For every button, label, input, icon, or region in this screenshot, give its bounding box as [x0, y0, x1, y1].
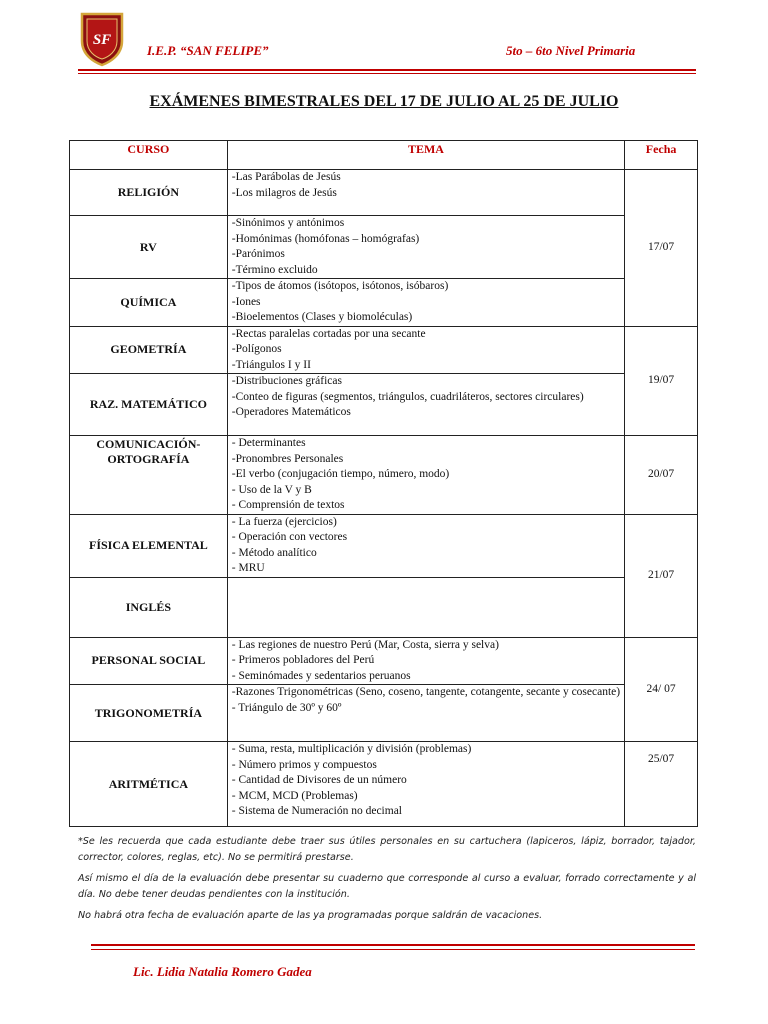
topic-item: - Operación con vectores — [231, 531, 348, 543]
course-topics — [227, 216, 624, 279]
topic-item: - Número primos y compuestos — [231, 758, 377, 771]
logo-monogram: SF — [92, 32, 112, 48]
header-rule-thin — [78, 73, 696, 74]
topic-item: - Comprensión de textos — [231, 499, 345, 511]
course-topics — [227, 326, 624, 374]
topic-item: - Determinantes — [231, 437, 306, 449]
exam-date: 25/07 — [625, 742, 698, 827]
topic-item: - La fuerza (ejercicios) — [231, 515, 337, 528]
course-name: FÍSICA ELEMENTAL — [70, 514, 228, 577]
topic-item: -Polígonos — [231, 343, 282, 355]
topic-item: - Método analítico — [231, 546, 317, 559]
topic-item: -El verbo (conjugación tiempo, número, modo) — [231, 468, 450, 480]
table-header-row — [70, 141, 698, 170]
topic-item: -Parónimos — [231, 248, 285, 260]
topic-item: -Las Parábolas de Jesús — [231, 171, 341, 183]
note-paragraph: Así mismo el día de la evaluación debe presentar su cuaderno que corresponde al curso a evaluar, forrado correctamente y al día. No debe tener deudas pendientes con la institución. — [78, 873, 696, 900]
notes-section — [78, 834, 696, 930]
course-name: GEOMETRÍA — [70, 326, 228, 374]
course-name-line: ORTOGRAFÍA — [107, 452, 190, 466]
course-name-line: COMUNICACIÓN- — [96, 437, 201, 451]
table-row — [70, 436, 698, 515]
course-topics — [227, 279, 624, 327]
course-topics — [227, 436, 624, 515]
topic-item: -Los milagros de Jesús — [231, 186, 337, 199]
topic-item: - Primeros pobladores del Perú — [231, 654, 375, 666]
topic-item: -Rectas paralelas cortadas por una secante — [231, 327, 426, 340]
topic-item: - Seminómades y sedentarios peruanos — [231, 669, 411, 682]
topic-item: -Bioelementos (Clases y biomoléculas) — [231, 311, 413, 323]
table-row — [70, 637, 698, 685]
footer-rule — [91, 944, 695, 946]
page-title: EXÁMENES BIMESTRALES DEL 17 DE JULIO AL 25 DE JULIO — [149, 93, 619, 110]
topic-item: -Tipos de átomos (isótopos, isótonos, isóbaros) — [231, 280, 449, 292]
course-name: ARITMÉTICA — [70, 742, 228, 827]
topic-item: - MCM, MCD (Problemas) — [231, 789, 358, 802]
course-topics — [227, 514, 624, 577]
topic-item: -Conteo de figuras (segmentos, triángulos, cuadriláteros, sectores circulares) — [231, 390, 584, 403]
course-topics — [227, 577, 624, 637]
header-tema: TEMA — [227, 141, 624, 170]
table-row — [70, 279, 698, 327]
course-topics — [227, 742, 624, 827]
school-crest-logo — [79, 11, 125, 67]
exam-date: 19/07 — [625, 326, 698, 436]
course-topics — [227, 374, 624, 436]
topic-item: - Suma, resta, multiplicación y división (problemas) — [231, 743, 472, 755]
course-topics — [227, 170, 624, 216]
course-name: RELIGIÓN — [70, 170, 228, 216]
topic-item: - Sistema de Numeración no decimal — [231, 805, 402, 817]
header-fecha: Fecha — [625, 141, 698, 170]
topic-item: -Sinónimos y antónimos — [231, 217, 345, 229]
topic-item: -Razones Trigonométricas (Seno, coseno, tangente, cotangente, secante y cosecante) — [231, 686, 621, 698]
table-row — [70, 742, 698, 827]
table-row — [70, 685, 698, 742]
header-curso: CURSO — [70, 141, 228, 170]
table-row — [70, 514, 698, 577]
table-row — [70, 577, 698, 637]
course-topics — [227, 637, 624, 685]
topic-item: -Homónimas (homófonas – homógrafas) — [231, 232, 420, 245]
note-paragraph: No habrá otra fecha de evaluación aparte de las ya programadas porque saldrán de vacaciones. — [78, 910, 543, 921]
topic-item: - Uso de la V y B — [231, 483, 312, 496]
topic-item: -Operadores Matemáticos — [231, 406, 351, 418]
topic-item: -Pronombres Personales — [231, 452, 344, 465]
exam-date: 17/07 — [625, 170, 698, 327]
note-paragraph: *Se les recuerda que cada estudiante debe traer sus útiles personales en su cartuchera (lapiceros, lápiz, borrador, tajador, corrector, colores, reglas, etc). No se permitirá prestarse. — [78, 836, 696, 863]
school-name: I.E.P. “SAN FELIPE” — [147, 43, 269, 58]
signature: Lic. Lidia Natalia Romero Gadea — [133, 964, 312, 979]
course-name: RAZ. MATEMÁTICO — [70, 374, 228, 436]
table-row — [70, 326, 698, 374]
grade-level: 5to – 6to Nivel Primaria — [506, 43, 636, 58]
exam-date: 24/ 07 — [625, 637, 698, 742]
exam-date: 21/07 — [625, 514, 698, 637]
topic-item: - MRU — [231, 562, 265, 574]
table-row — [70, 216, 698, 279]
course-name: QUÍMICA — [70, 279, 228, 327]
topic-item: - Triángulo de 30º y 60º — [231, 701, 342, 714]
exam-schedule-table — [69, 140, 698, 827]
table-row — [70, 170, 698, 216]
topic-item: -Iones — [231, 295, 261, 308]
topic-item: -Término excluido — [231, 263, 318, 276]
footer-rule-thin — [91, 949, 695, 950]
course-topics — [227, 685, 624, 742]
course-name — [70, 436, 228, 515]
topic-item: -Triángulos I y II — [231, 358, 311, 371]
topic-item: - Cantidad de Divisores de un número — [231, 774, 407, 786]
course-name: INGLÉS — [70, 577, 228, 637]
table-row — [70, 374, 698, 436]
topic-item: - Las regiones de nuestro Perú (Mar, Costa, sierra y selva) — [231, 638, 499, 651]
course-name: TRIGONOMETRÍA — [70, 685, 228, 742]
topic-item: -Distribuciones gráficas — [231, 375, 342, 387]
header-rule — [78, 69, 696, 71]
course-name: PERSONAL SOCIAL — [70, 637, 228, 685]
course-name: RV — [70, 216, 228, 279]
exam-date: 20/07 — [625, 436, 698, 515]
